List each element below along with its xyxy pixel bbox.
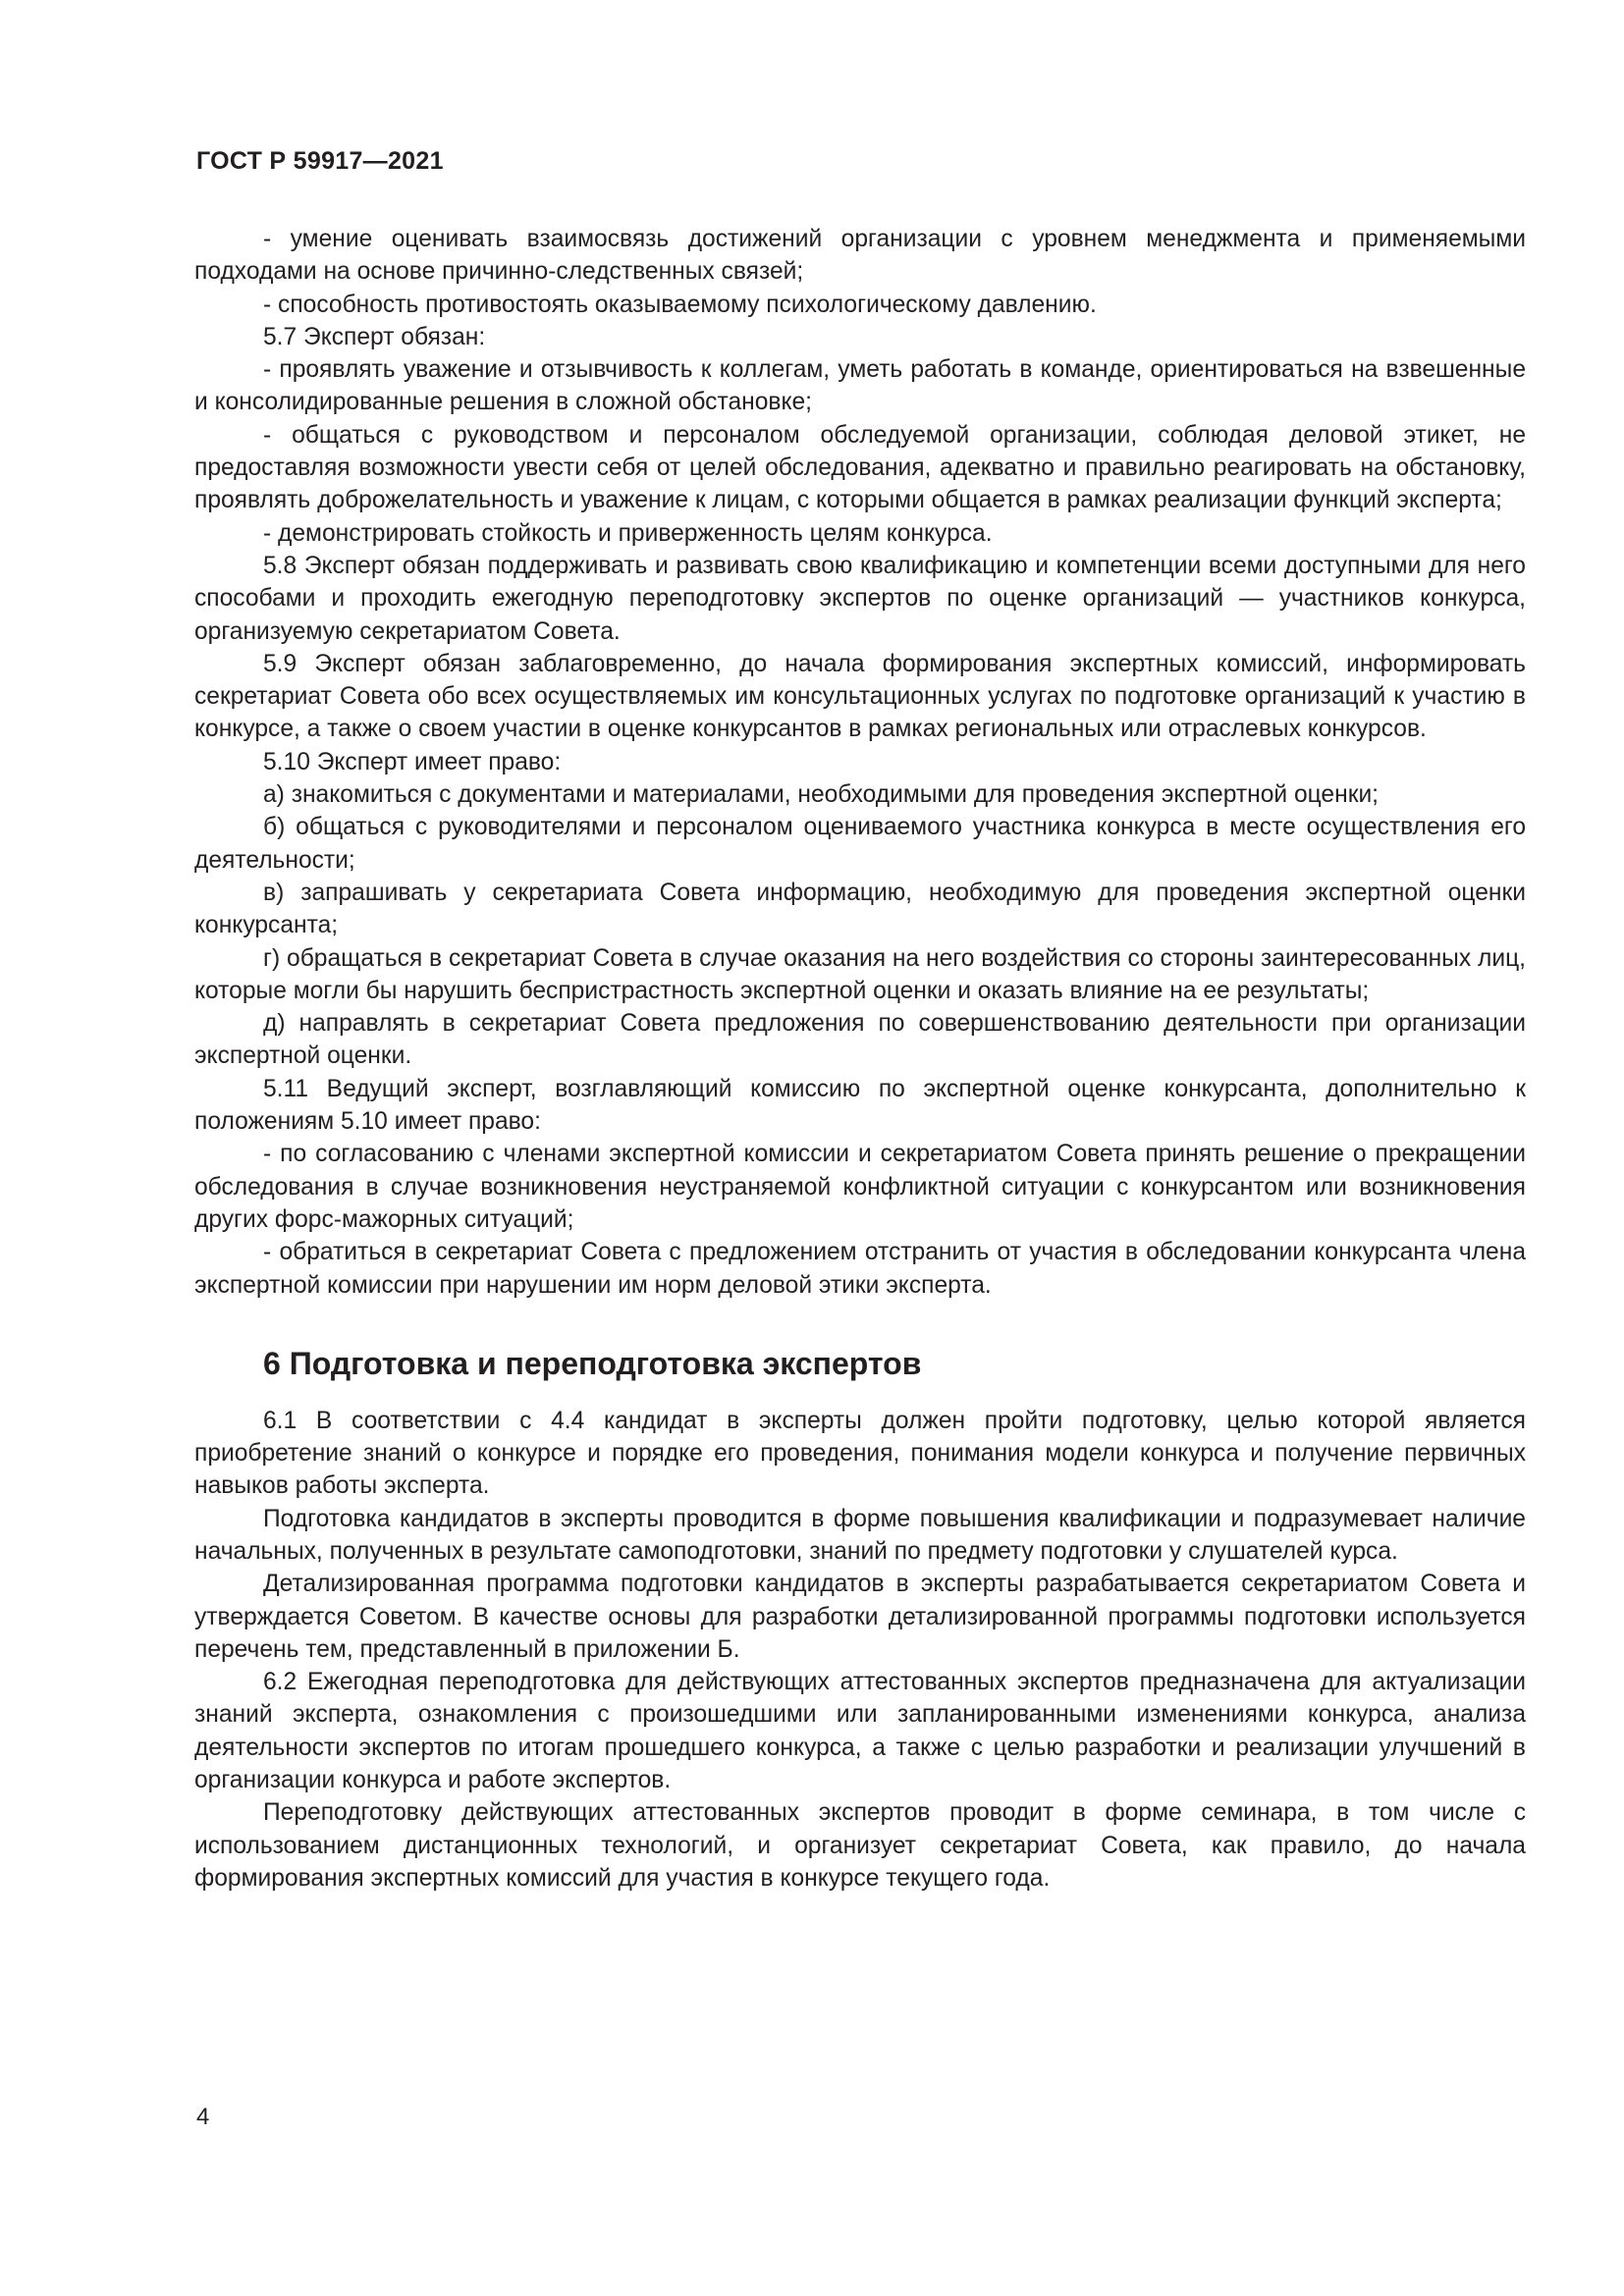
paragraph: Подготовка кандидатов в эксперты проводится в форме повышения квалификации и подразумевает наличие начальных, полученных в результате самоподготовки, знаний по предмету подготовки у слушателей курса. (194, 1505, 1526, 1565)
paragraph: 5.8 Эксперт обязан поддерживать и развивать свою квалификацию и компетенции всеми доступными для него способами и проходить ежегодную переподготовку экспертов по оценке организаций — участников конкурса, организуемую секретариатом Совета. (194, 552, 1526, 645)
paragraph: - по согласованию с членами экспертной комиссии и секретариатом Совета принять решение о прекращении обследования в случае возникновения неустраняемой конфликтной ситуации с конкурсантом или возникновения других форс-мажорных ситуаций; (194, 1141, 1526, 1233)
paragraph: 6.2 Ежегодная переподготовка для действующих аттестованных экспертов предназначена для актуализации знаний эксперта, ознакомления с произошедшими или запланированными изменениями конкурса, анализа деятельности экспертов по итогам прошедшего конкурса, а также с целью разработки и реализации улучшений в организации конкурса и работе экспертов. (194, 1669, 1526, 1794)
paragraph: - умение оценивать взаимосвязь достижений организации с уровнем менеджмента и применяемыми подходами на основе причинно-следственных связей; (194, 226, 1526, 286)
paragraph: д) направлять в секретариат Совета предложения по совершенствованию деятельности при организации экспертной оценки. (194, 1010, 1526, 1070)
section-heading: 6 Подготовка и переподготовка экспертов (263, 1345, 922, 1381)
paragraph: Детализированная программа подготовки кандидатов в эксперты разрабатывается секретариатом Совета и утверждается Советом. В качестве основы для разработки детализированной программы подготовки используется перечень тем, представленный в приложении Б. (194, 1571, 1526, 1663)
paragraph: 5.11 Ведущий эксперт, возглавляющий комиссию по экспертной оценке конкурсанта, дополнительно к положениям 5.10 имеет право: (194, 1075, 1526, 1136)
paragraph: в) запрашивать у секретариата Совета информацию, необходимую для проведения экспертной оценки конкурсанта; (194, 879, 1526, 939)
paragraph: г) обращаться в секретариат Совета в случае оказания на него воздействия со стороны заинтересованных лиц, которые могли бы нарушить беспристрастность экспертной оценки и оказать влияние на ее результаты; (194, 944, 1526, 1004)
paragraph: 6.1 В соответствии с 4.4 кандидат в эксперты должен пройти подготовку, целью которой является приобретение знаний о конкурсе и порядке его проведения, понимания модели конкурса и получение первичных навыков работы эксперта. (194, 1407, 1526, 1500)
document-body (194, 223, 1526, 1895)
paragraph: - обратиться в секретариат Совета с предложением отстранить от участия в обследовании конкурсанта члена экспертной комиссии при нарушении им норм деловой этики эксперта. (194, 1239, 1526, 1299)
paragraph: а) знакомиться с документами и материалами, необходимыми для проведения экспертной оценки; (263, 781, 1380, 809)
page-number: 4 (196, 2104, 210, 2130)
paragraph: - проявлять уважение и отзывчивость к коллегам, уметь работать в команде, ориентироваться на взвешенные и консолидированные решения в сложной обстановке; (194, 356, 1526, 416)
paragraph: - общаться с руководством и персоналом обследуемой организации, соблюдая деловой этикет, не предоставляя возможности увести себя от целей обследования, адекватно и правильно реагировать на обстановку, проявлять доброжелательность и уважение к лицам, с которыми общается в рамках реализации функций эксперта; (194, 421, 1526, 514)
paragraph: - демонстрировать стойкость и приверженность целям конкурса. (263, 519, 993, 547)
paragraph: 5.9 Эксперт обязан заблаговременно, до начала формирования экспертных комиссий, информировать секретариат Совета обо всех осуществляемых им консультационных услугах по подготовке организаций к участию в конкурсе, а также о своем участии в оценке конкурсантов в рамках региональных или отраслевых конкурсов. (194, 650, 1526, 743)
paragraph: 5.10 Эксперт имеет право: (263, 748, 562, 775)
paragraph: Переподготовку действующих аттестованных экспертов проводит в форме семинара, в том числе с использованием дистанционных технологий, и организует секретариат Совета, как правило, до начала формирования экспертных комиссий для участия в конкурсе текущего года. (194, 1799, 1526, 1892)
standard-number-header: ГОСТ Р 59917—2021 (196, 147, 444, 175)
paragraph: 5.7 Эксперт обязан: (263, 323, 486, 350)
paragraph: - способность противостоять оказываемому психологическому давлению. (263, 291, 1097, 318)
paragraph: б) общаться с руководителями и персоналом оцениваемого участника конкурса в месте осуществления его деятельности; (194, 814, 1526, 874)
